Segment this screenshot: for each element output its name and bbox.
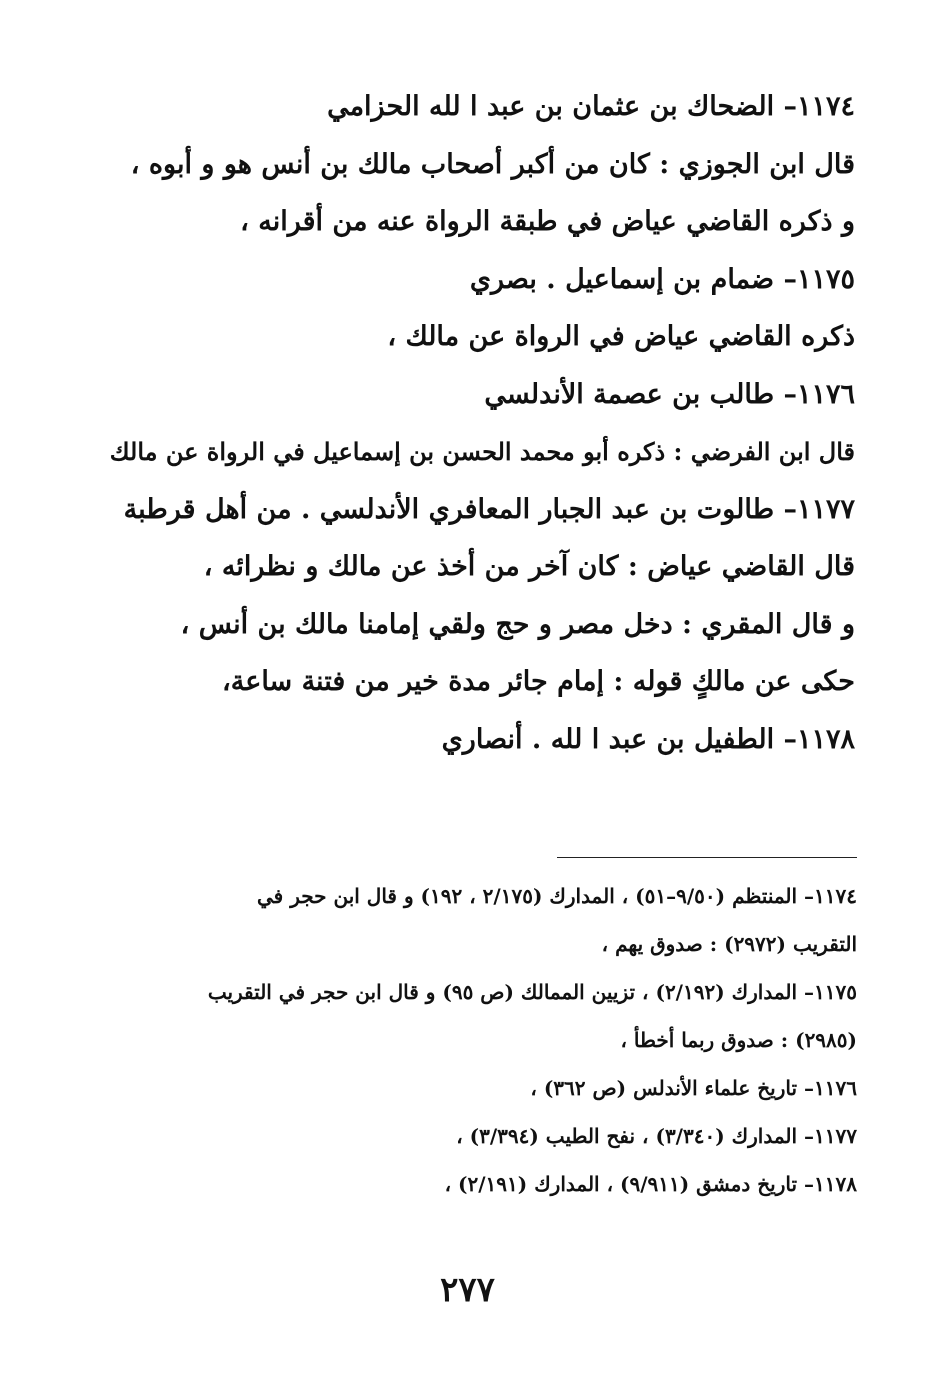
entry-1174-text-line-2: و ذكره القاضي عياض في طبقة الرواة عنه من أقرانه ، <box>240 206 855 237</box>
entry-1176-heading: ١١٧٦– طالب بن عصمة الأندلسي <box>484 378 855 410</box>
footnotes-block <box>87 872 857 1208</box>
entry-1174-heading: ١١٧٤– الضحاك بن عثمان بن عبد ا لله الحزامي <box>327 91 855 122</box>
entry-1174-text-line-1: قال ابن الجوزي : كان من أكبر أصحاب مالك بن أنس هو و أبوه ، <box>130 148 855 180</box>
entry-1177-text-line-3: حكى عن مالكٍ قوله : إمام جائر مدة خير من فتنة ساعة، <box>222 666 855 697</box>
entry-1175-text-line-1: ذكره القاضي عياض في الرواة عن مالك ، <box>387 321 855 352</box>
entry-1175-heading: ١١٧٥– ضمام بن إسماعيل . بصري <box>469 263 855 295</box>
entry-1177-text-line-1: قال القاضي عياض : كان آخر من أخذ عن مالك و نظرائه ، <box>203 551 855 582</box>
page-number: ٢٧٧ <box>440 1270 495 1310</box>
footnote-1178: ١١٧٨– تاريخ دمشق (٩/٩١١) ، المدارك (٢/١٩١) ، <box>444 1172 857 1196</box>
entry-1178-heading: ١١٧٨– الطفيل بن عبد ا لله . أنصاري <box>441 723 855 755</box>
footnote-1174-line-1: ١١٧٤– المنتظم (٩/٥٠–٥١) ، المدارك (٢/١٧٥ ، ١٩٢) و قال ابن حجر في <box>257 884 857 908</box>
footnote-1175-line-1: ١١٧٥– المدارك (٢/١٩٢) ، تزيين الممالك (ص ٩٥) و قال ابن حجر في التقريب <box>207 980 857 1004</box>
entry-1177-text-line-2: و قال المقري : دخل مصر و حج ولقي إمامنا مالك بن أنس ، <box>180 608 855 640</box>
footnote-1176: ١١٧٦– تاريخ علماء الأندلس (ص ٣٦٢) ، <box>530 1076 857 1100</box>
footnote-1177: ١١٧٧– المدارك (٣/٣٤٠) ، نفح الطيب (٣/٣٩٤) ، <box>456 1124 857 1148</box>
footnote-1175-line-2: (٢٩٨٥) : صدوق ربما أخطأ ، <box>620 1028 857 1052</box>
entry-1176-text-line-1: قال ابن الفرضي : ذكره أبو محمد الحسن بن إسماعيل في الرواة عن مالك <box>109 437 855 466</box>
footnote-1174-line-2: التقريب (٢٩٧٢) : صدوق يهم ، <box>601 932 857 956</box>
footnote-divider <box>557 857 857 858</box>
entry-1177-heading: ١١٧٧– طالوت بن عبد الجبار المعافري الأندلسي . من أهل قرطبة <box>123 493 855 525</box>
main-text-block <box>95 78 855 768</box>
